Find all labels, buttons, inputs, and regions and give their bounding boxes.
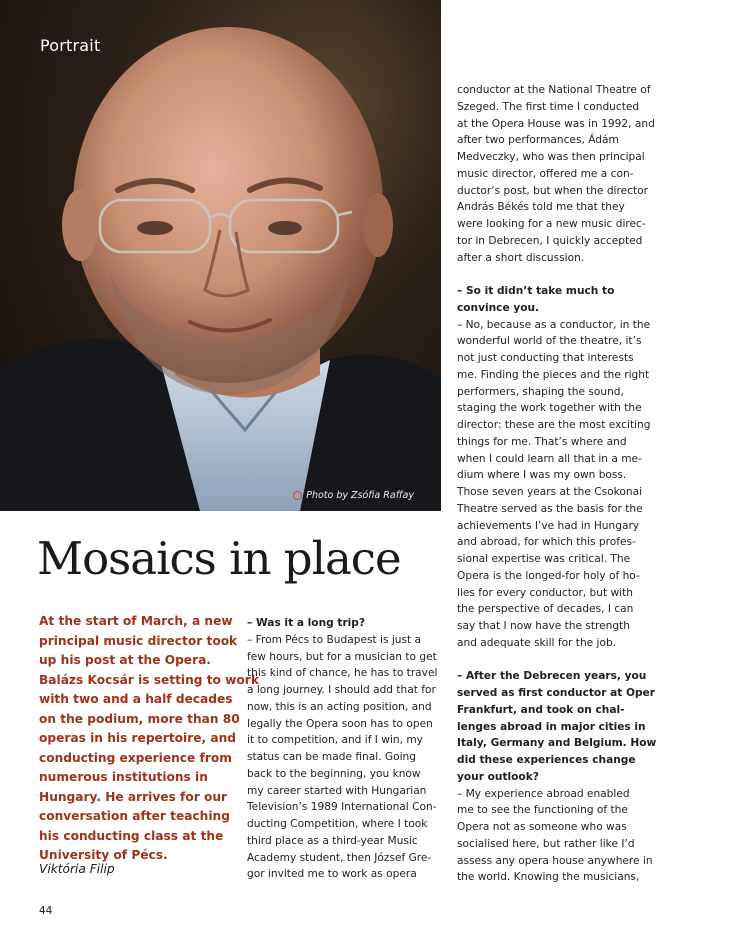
paragraph-gap bbox=[457, 652, 653, 669]
body-text-line: Academy student, then József Gre- bbox=[247, 851, 432, 864]
author-byline: Viktória Filip bbox=[39, 862, 115, 876]
body-text-line: third place as a third-year Music bbox=[247, 834, 418, 847]
body-text-line: status can be made final. Going bbox=[247, 751, 416, 763]
body-text-line: the perspective of decades, I can bbox=[457, 603, 634, 616]
body-text-line: now, this is an acting position, and bbox=[247, 700, 432, 713]
lead-line: numerous institutions in bbox=[39, 770, 208, 784]
interview-question-line: – Was it a long trip? bbox=[247, 617, 366, 629]
body-text-line: Medveczky, who was then principal bbox=[457, 151, 645, 163]
body-text-line: after two performances, Ádám bbox=[457, 134, 619, 147]
lead-line: operas in his repertoire, and bbox=[39, 731, 236, 745]
lead-line: on the podium, more than 80 bbox=[39, 711, 240, 726]
article-headline: Mosaics in place bbox=[37, 532, 401, 585]
body-text-line: legally the Opera soon has to open bbox=[247, 717, 433, 730]
body-text-line: – From Pécs to Budapest is just a bbox=[247, 633, 422, 646]
body-text-line: few hours, but for a musician to get bbox=[247, 650, 437, 663]
interview-question-line: – After the Debrecen years, you bbox=[457, 670, 647, 683]
body-text-line: when I could learn all that in a me- bbox=[457, 452, 642, 465]
portrait-photo bbox=[0, 0, 441, 511]
portrait-illustration bbox=[0, 0, 441, 511]
body-text-line: at the Opera House was in 1992, and bbox=[457, 117, 655, 130]
body-text-line: my career started with Hungarian bbox=[247, 784, 427, 797]
photo-credit bbox=[293, 490, 414, 501]
section-label: Portrait bbox=[40, 36, 101, 55]
body-text-line: assess any opera house anywhere in bbox=[457, 854, 653, 867]
body-text-line: and adequate skill for the job. bbox=[457, 636, 617, 649]
photo-credit-text: Photo by Zsófia Raffay bbox=[306, 490, 414, 501]
body-text-line: socialised here, but rather like I’d bbox=[457, 837, 635, 850]
body-text-line: lies for every conductor, but with bbox=[457, 586, 633, 599]
interview-question-line: did these experiences change bbox=[457, 754, 636, 766]
body-text-line: say that I now have the strength bbox=[457, 620, 630, 632]
body-text-line: things for me. That’s where and bbox=[457, 435, 627, 448]
body-text-line: gor invited me to work as opera bbox=[247, 868, 417, 881]
interview-question-line: served as first conductor at Oper bbox=[457, 687, 656, 699]
body-text-line: – My experience abroad enabled bbox=[457, 787, 630, 800]
body-text-line: back to the beginning, you know bbox=[247, 767, 421, 780]
lead-line: University of Pécs. bbox=[39, 848, 168, 862]
lead-line: Balázs Kocsár is setting to work bbox=[39, 672, 259, 687]
interview-question-line: your outlook? bbox=[457, 770, 539, 783]
body-text-line: this kind of chance, he has to travel bbox=[247, 667, 438, 680]
body-text-line: Szeged. The first time I conducted bbox=[457, 100, 640, 113]
body-text-line: Television’s 1989 International Con- bbox=[247, 801, 437, 814]
body-text-line: sional expertise was critical. The bbox=[457, 553, 631, 565]
paragraph-gap bbox=[457, 266, 653, 283]
body-text-line: director: these are the most exciting bbox=[457, 419, 651, 431]
body-text-line: after a short discussion. bbox=[457, 251, 585, 264]
article-lead bbox=[39, 612, 259, 866]
body-text-line: staging the work together with the bbox=[457, 402, 642, 415]
body-text-line: performers, shaping the sound, bbox=[457, 385, 624, 398]
lead-line: with two and a half decades bbox=[39, 692, 233, 706]
lead-line: his conducting class at the bbox=[39, 828, 224, 843]
interview-question-line: Frankfurt, and took on chal- bbox=[457, 703, 625, 716]
interview-question-line: lenges abroad in major cities in bbox=[457, 720, 646, 733]
body-text-line: Theatre served as the basis for the bbox=[457, 502, 643, 515]
body-text-line: me. Finding the pieces and the right bbox=[457, 368, 650, 381]
body-text-line: tor in Debrecen, I quickly accepted bbox=[457, 234, 643, 247]
copyright-circle-icon bbox=[293, 491, 302, 500]
body-text-line: and abroad, for which this profes- bbox=[457, 536, 636, 549]
lead-line: conversation after teaching bbox=[39, 809, 230, 823]
article-column-right bbox=[457, 82, 657, 886]
body-text-line: were looking for a new music direc- bbox=[457, 218, 646, 230]
body-text-line: – No, because as a conductor, in the bbox=[457, 318, 651, 331]
interview-question-line: – So it didn’t take much to bbox=[457, 285, 615, 297]
lead-line: principal music director took bbox=[39, 633, 238, 648]
lead-line: At the start of March, a new bbox=[39, 614, 233, 628]
interview-question-line: convince you. bbox=[457, 301, 540, 314]
page-number: 44 bbox=[39, 905, 53, 917]
body-text-line: me to see the functioning of the bbox=[457, 804, 628, 817]
body-text-line: it to competition, and if I win, my bbox=[247, 734, 423, 747]
lead-line: Hungary. He arrives for our bbox=[39, 789, 228, 804]
body-text-line: a long journey. I should add that for bbox=[247, 684, 436, 696]
body-text-line: wonderful world of the theatre, it’s bbox=[457, 335, 642, 348]
body-text-line: dium where I was my own boss. bbox=[457, 469, 627, 482]
lead-line: up his post at the Opera. bbox=[39, 653, 211, 667]
interview-question-line: Italy, Germany and Belgium. How bbox=[457, 737, 657, 750]
body-text-line: András Békés told me that they bbox=[457, 201, 625, 214]
body-text-line: Those seven years at the Csokonai bbox=[457, 486, 643, 498]
body-text-line: ducting Competition, where I took bbox=[247, 818, 428, 830]
body-text-line: Opera is the longed-for holy of ho- bbox=[457, 569, 640, 582]
body-text-line: the world. Knowing the musicians, bbox=[457, 871, 640, 884]
body-text-line: conductor at the National Theatre of bbox=[457, 84, 651, 96]
article-column-middle bbox=[247, 615, 441, 883]
lead-line: conducting experience from bbox=[39, 750, 232, 765]
body-text-line: not just conducting that interests bbox=[457, 352, 634, 364]
body-text-line: Opera not as someone who was bbox=[457, 821, 627, 833]
body-text-line: ductor’s post, but when the director bbox=[457, 184, 648, 197]
body-text-line: music director, offered me a con- bbox=[457, 167, 634, 180]
body-text-line: achievements I’ve had in Hungary bbox=[457, 519, 640, 532]
